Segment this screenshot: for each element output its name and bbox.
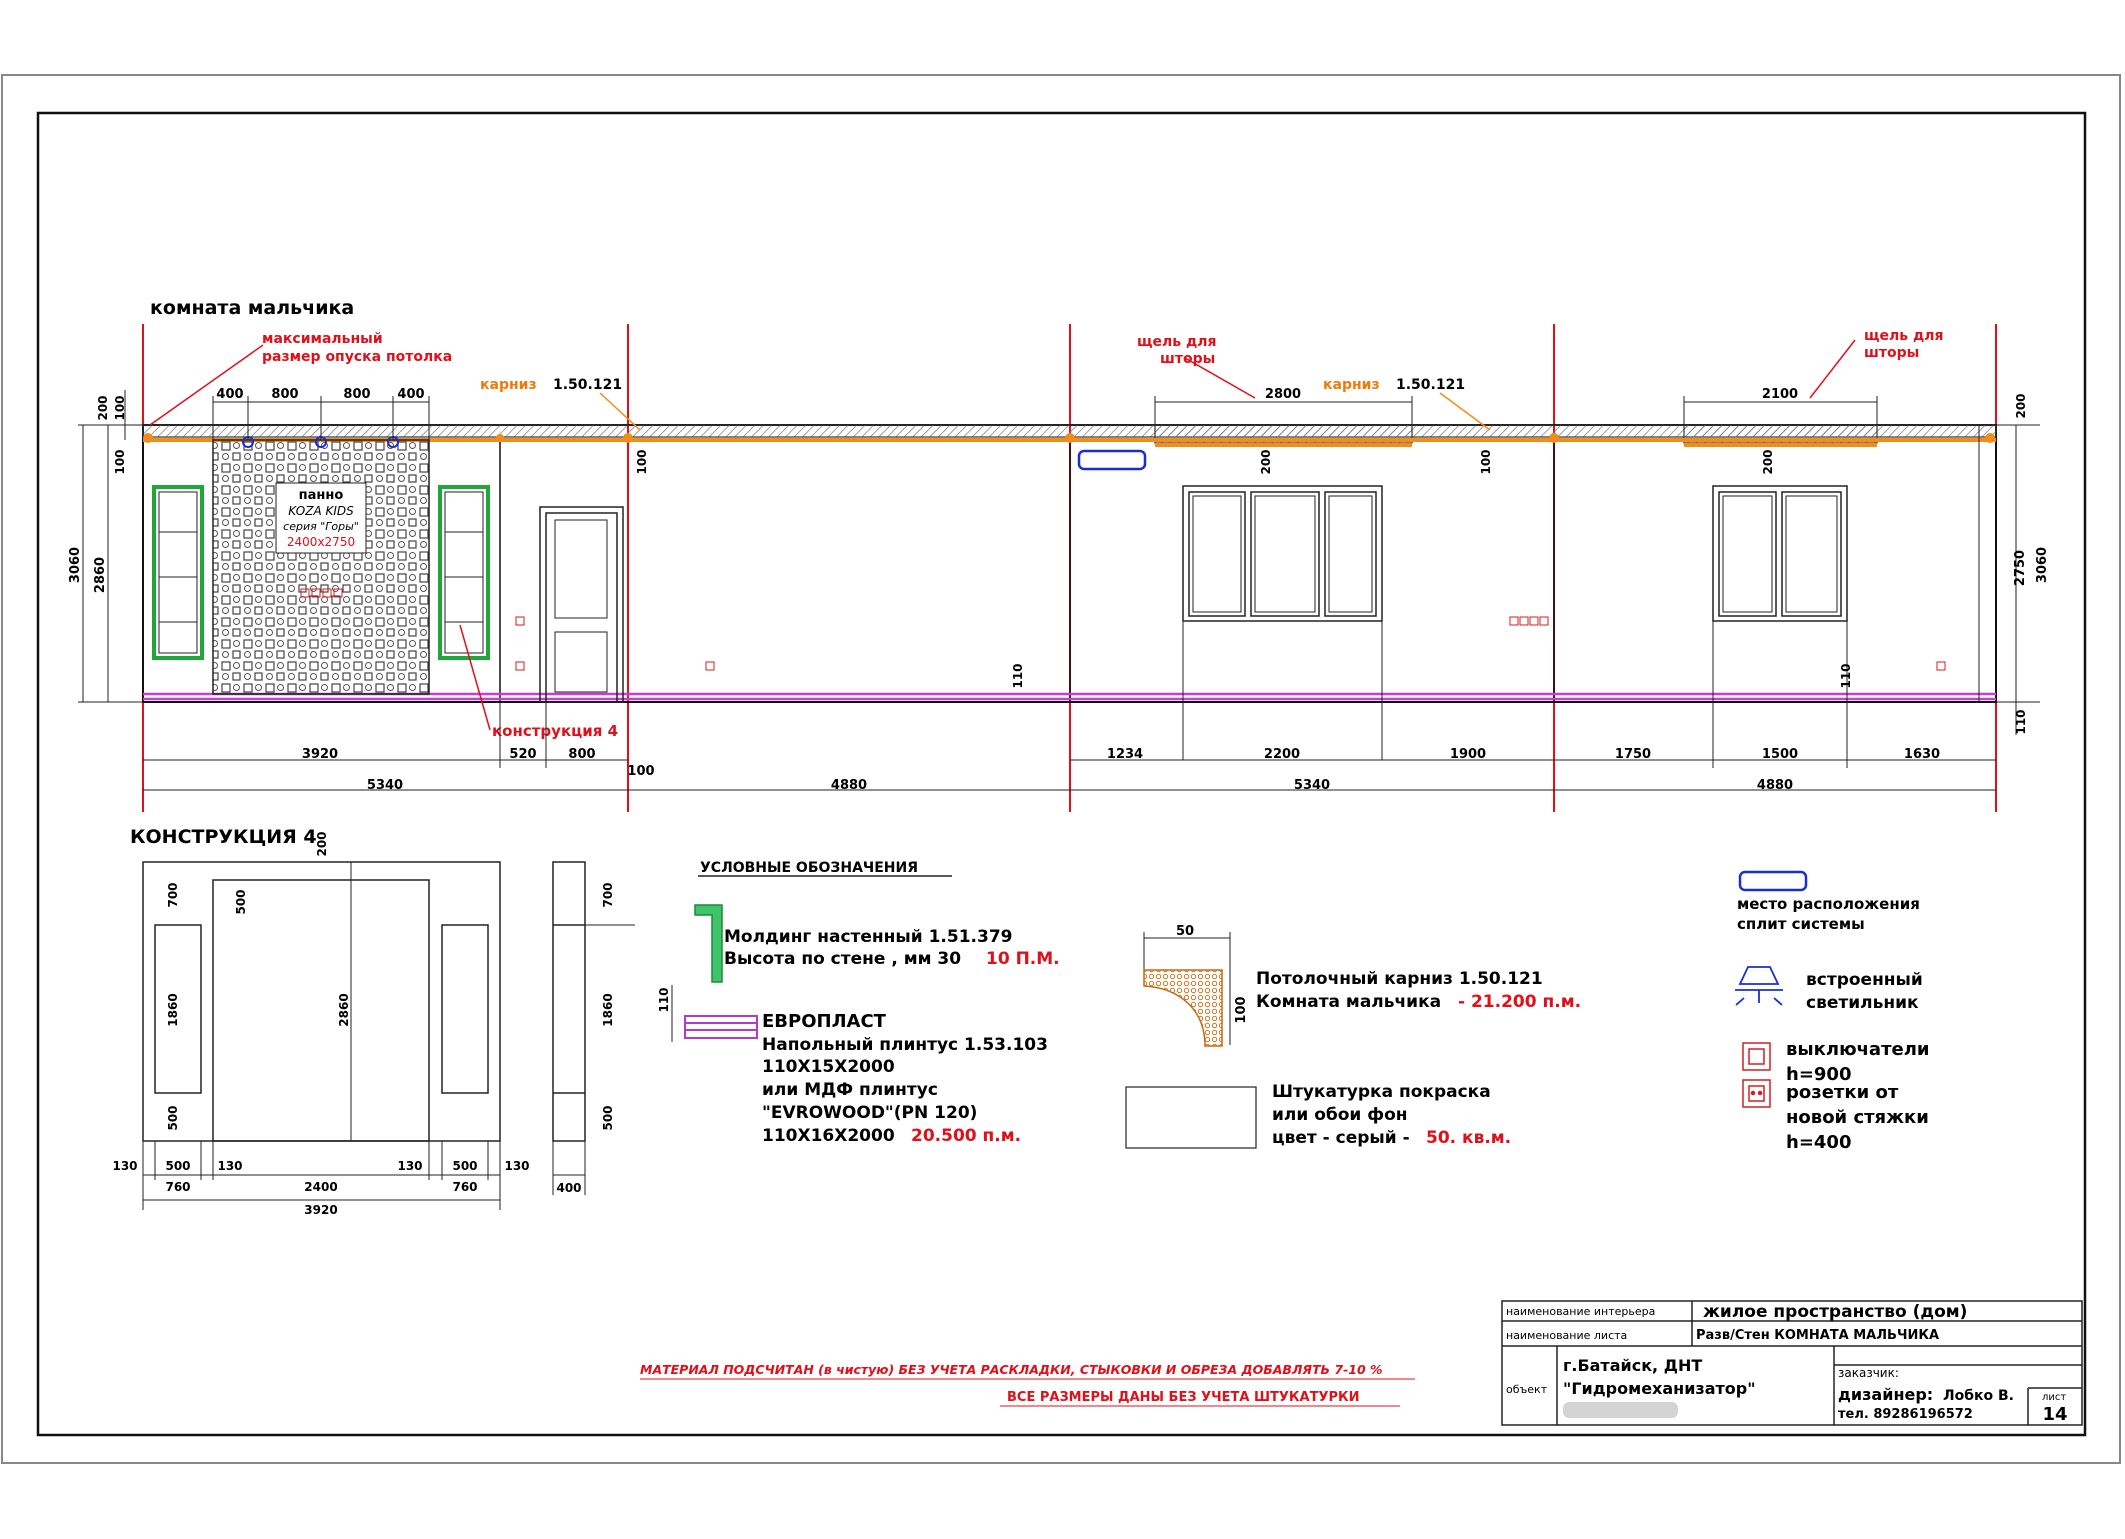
- door: [540, 507, 623, 702]
- molding-line-1: Молдинг настенный 1.51.379: [724, 927, 1013, 947]
- c4-dim-500-bottom: 500: [166, 1105, 180, 1131]
- dim-2200: 2200: [1263, 747, 1301, 762]
- dim-200-mid-a: 200: [1259, 449, 1273, 475]
- europlast-label: ЕВРОПЛАСТ: [762, 1011, 886, 1032]
- c4-dim-2400: 2400: [304, 1180, 338, 1194]
- dim-1900: 1900: [1449, 747, 1487, 762]
- switch-line-1: выключатели: [1786, 1039, 1930, 1060]
- dim-5340-a: 5340: [366, 778, 404, 793]
- plaster-qty: 50. кв.м.: [1426, 1128, 1512, 1148]
- skirting-symbol: [672, 985, 757, 1042]
- max-ceiling-label-2: размер опуска потолка: [262, 349, 453, 365]
- note-material: МАТЕРИАЛ ПОДСЧИТАН (в чистую) БЕЗ УЧЕТА РАСКЛАДКИ, СТЫКОВКИ И ОБРЕЗА ДОБАВЛЯТЬ 7-10 %: [640, 1362, 1383, 1377]
- plaster-line-2: или обои фон: [1272, 1105, 1408, 1125]
- curtain-slot-label-2a: щель для: [1864, 328, 1944, 344]
- side-dim-1860: 1860: [601, 993, 615, 1027]
- cornice-legend-qty: - 21.200 п.м.: [1458, 992, 1582, 1012]
- dim-800-c: 800: [568, 747, 596, 762]
- dim-200-left: 200: [96, 395, 110, 421]
- curtain-slot-label-1a: щель для: [1137, 334, 1217, 350]
- cornice-dim-50: 50: [1175, 924, 1195, 939]
- skirting-line-5: 110Х16Х2000: [762, 1126, 895, 1146]
- dim-400-a: 400: [216, 387, 244, 402]
- dim-100-left-b: 100: [113, 449, 127, 475]
- tb-list-no: 14: [2042, 1404, 2068, 1425]
- dim-110-right: 110: [2014, 709, 2028, 735]
- dim-1500: 1500: [1761, 747, 1799, 762]
- panel-label-3: серия "Горы": [283, 520, 359, 533]
- c4-dim-760-b: 760: [452, 1180, 478, 1194]
- dim-3060-left: 3060: [68, 546, 83, 584]
- socket-icon: [1743, 1080, 1770, 1107]
- tb-designer-name: Лобко В.: [1943, 1388, 2015, 1404]
- dim-3060-right: 3060: [2035, 546, 2050, 584]
- curtain-slot-label-1b: шторы: [1160, 351, 1216, 367]
- tb-sheet-label: наименование листа: [1506, 1329, 1628, 1342]
- panel-label-4: 2400х2750: [286, 535, 356, 549]
- dim-520: 520: [509, 747, 537, 762]
- dim-400-b: 400: [397, 387, 425, 402]
- lamp-line-2: светильник: [1806, 993, 1919, 1013]
- note-dimensions: ВСЕ РАЗМЕРЫ ДАНЫ БЕЗ УЧЕТА ШТУКАТУРКИ: [1007, 1390, 1360, 1405]
- tb-object-label: объект: [1506, 1383, 1548, 1396]
- construction4-side: [553, 862, 635, 1195]
- c4-dim-200: 200: [315, 831, 329, 857]
- legend-title: УСЛОВНЫЕ ОБОЗНАЧЕНИЯ: [700, 860, 918, 876]
- dim-2750-right: 2750: [2013, 549, 2028, 587]
- dim-3920: 3920: [301, 747, 339, 762]
- molding-qty: 10 П.М.: [986, 949, 1060, 969]
- socket-line-3: h=400: [1786, 1132, 1852, 1153]
- split-line-2: сплит системы: [1737, 915, 1865, 933]
- window-2: [1713, 486, 1847, 760]
- molding-symbol: [695, 905, 722, 982]
- dim-2100: 2100: [1761, 387, 1799, 402]
- side-dim-500: 500: [601, 1105, 615, 1131]
- skirting-line-2: 110Х15Х2000: [762, 1057, 895, 1077]
- tb-phone: тел. 89286196572: [1838, 1407, 1973, 1422]
- curtain-slot-label-2b: шторы: [1864, 345, 1920, 361]
- c4-dim-130-b: 130: [217, 1159, 243, 1173]
- tb-object-2: "Гидромеханизатор": [1563, 1379, 1756, 1398]
- dim-100-mid-a: 100: [635, 449, 649, 475]
- dim-1750: 1750: [1614, 747, 1652, 762]
- construction4-front: [143, 862, 500, 1141]
- panel-label-1: панно: [298, 488, 344, 503]
- tb-object-1: г.Батайск, ДНТ: [1563, 1356, 1703, 1375]
- cornice-label-1: карниз: [480, 377, 537, 393]
- c4-dim-700: 700: [166, 882, 180, 908]
- dim-4880-a: 4880: [830, 778, 868, 793]
- tb-client-label: заказчик:: [1838, 1366, 1899, 1380]
- molding-line-2: Высота по стене , мм 30: [724, 949, 962, 969]
- split-system-icon: [1079, 451, 1145, 469]
- dim-200-right: 200: [2014, 393, 2028, 419]
- dim-100-bottom: 100: [627, 764, 655, 779]
- skirting-dim-110: 110: [657, 987, 671, 1013]
- tb-redacted: [1563, 1402, 1678, 1418]
- switch-icon: [1743, 1043, 1770, 1070]
- window-1: [1183, 486, 1382, 760]
- dim-1234: 1234: [1106, 747, 1144, 762]
- panel-label-2: KOZA KIDS: [288, 504, 354, 518]
- c4-dim-500-top: 500: [234, 889, 248, 915]
- side-dim-700: 700: [601, 882, 615, 908]
- lamp-line-1: встроенный: [1806, 970, 1923, 990]
- cornice-symbol: [1144, 932, 1230, 1046]
- green-shelf-left: [154, 487, 202, 658]
- tb-interior-label: наименование интерьера: [1506, 1305, 1656, 1318]
- c4-dim-500-b: 500: [452, 1159, 478, 1173]
- plaster-line-3: цвет - серый -: [1272, 1128, 1410, 1148]
- legend-split-icon: [1740, 872, 1806, 890]
- dim-2860-left: 2860: [93, 556, 108, 594]
- dim-800-a: 800: [271, 387, 299, 402]
- construction-title: КОНСТРУКЦИЯ 4: [130, 826, 317, 848]
- outer-frame: [2, 75, 2120, 1463]
- wall-sockets: [516, 617, 1945, 670]
- dim-5340-b: 5340: [1293, 778, 1331, 793]
- c4-dim-130-a: 130: [112, 1159, 138, 1173]
- dim-2800: 2800: [1264, 387, 1302, 402]
- dim-110-b: 110: [1839, 663, 1853, 689]
- room-title: комната мальчика: [150, 297, 355, 319]
- cornice-code-1: 1.50.121: [553, 377, 623, 393]
- lamp-icon: [1735, 967, 1783, 1005]
- tb-list-label: лист: [2042, 1392, 2067, 1403]
- dim-1630: 1630: [1903, 747, 1941, 762]
- skirting-qty: 20.500 п.м.: [911, 1126, 1022, 1146]
- skirting-line-4: "EVROWOOD"(PN 120): [762, 1103, 978, 1123]
- cornice-label-2: карниз: [1323, 377, 1380, 393]
- construction4-label: конструкция 4: [492, 722, 619, 740]
- cornice-legend-1: Потолочный карниз 1.50.121: [1256, 969, 1543, 989]
- plaster-symbol: [1126, 1087, 1256, 1148]
- socket-line-2: новой стяжки: [1786, 1107, 1929, 1128]
- split-line-1: место расположения: [1737, 895, 1920, 913]
- dim-100-mid-b: 100: [1479, 449, 1493, 475]
- c4-dim-1860: 1860: [166, 993, 180, 1027]
- wall-panel: [213, 440, 429, 694]
- tb-sheet-value: Разв/Стен КОМНАТА МАЛЬЧИКА: [1696, 1328, 1940, 1343]
- c4-dim-3920: 3920: [304, 1203, 338, 1217]
- socket-line-1: розетки от: [1786, 1082, 1899, 1103]
- dim-4880-b: 4880: [1756, 778, 1794, 793]
- c4-dim-760-a: 760: [165, 1180, 191, 1194]
- c4-dim-500-a: 500: [165, 1159, 191, 1173]
- plaster-line-1: Штукатурка покраска: [1272, 1082, 1491, 1102]
- c4-dim-130-d: 130: [504, 1159, 530, 1173]
- tb-interior-value: жилое пространство (дом): [1703, 1302, 1968, 1322]
- cornice-code-2: 1.50.121: [1396, 377, 1466, 393]
- switch-line-2: h=900: [1786, 1064, 1852, 1085]
- side-dim-400: 400: [556, 1181, 582, 1195]
- dim-100-left-a: 100: [113, 395, 127, 421]
- cornice-legend-2: Комната мальчика: [1256, 992, 1442, 1012]
- c4-dim-130-c: 130: [397, 1159, 423, 1173]
- dim-110-a: 110: [1011, 663, 1025, 689]
- c4-dim-2860: 2860: [337, 993, 351, 1027]
- tb-designer-label: дизайнер:: [1838, 1385, 1934, 1404]
- skirting-line-1: Напольный плинтус 1.53.103: [762, 1035, 1048, 1055]
- dim-800-b: 800: [343, 387, 371, 402]
- green-shelf-right: [440, 487, 488, 658]
- skirting-line-3: или МДФ плинтус: [762, 1080, 938, 1100]
- cornice-dim-100: 100: [1234, 996, 1249, 1024]
- dim-200-mid-b: 200: [1761, 449, 1775, 475]
- max-ceiling-label-1: максимальный: [262, 331, 383, 347]
